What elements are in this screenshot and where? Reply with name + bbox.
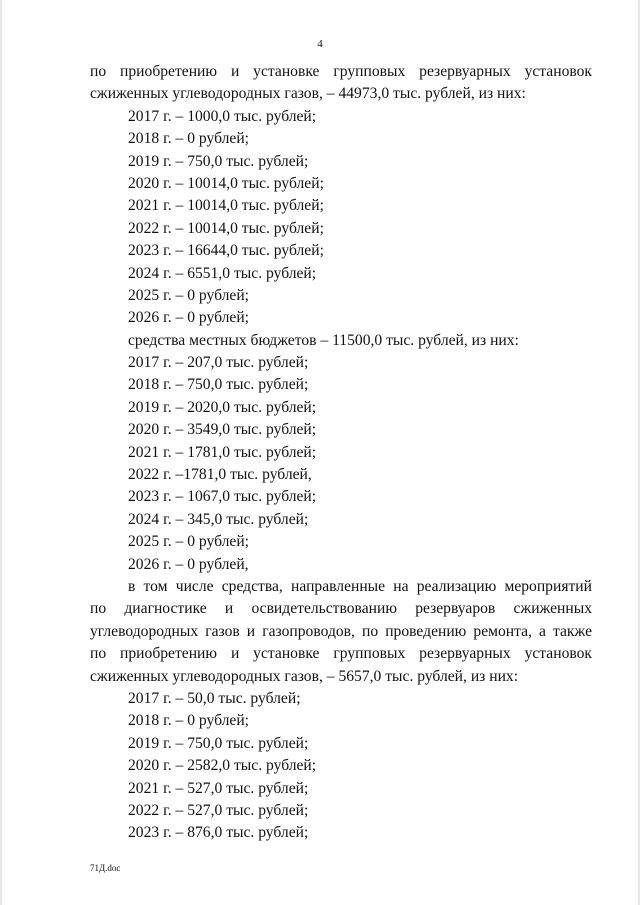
- text-line: 2020 г. – 10014,0 тыс. рублей;: [128, 174, 324, 192]
- text-line: по приобретению и установке групповых резервуарных установок: [90, 645, 592, 663]
- text-line: по приобретению и установке групповых резервуарных установок: [90, 63, 592, 80]
- text-line: 2017 г. – 50,0 тыс. рублей;: [128, 689, 301, 707]
- text-line: 2026 г. – 0 рублей,: [128, 555, 249, 573]
- text-line: 2022 г. – 527,0 тыс. рублей;: [128, 801, 309, 819]
- text-line: средства местных бюджетов – 11500,0 тыс. рублей, из них:: [128, 331, 519, 349]
- text-line: 2025 г. – 0 рублей;: [128, 533, 250, 551]
- text-line: 2021 г. – 10014,0 тыс. рублей;: [128, 197, 324, 215]
- text-line: 2019 г. – 750,0 тыс. рублей;: [128, 152, 309, 170]
- text-line: 2019 г. – 750,0 тыс. рублей;: [128, 734, 309, 752]
- text-line: 2018 г. – 0 рублей;: [128, 712, 250, 730]
- text-line: 2023 г. – 1067,0 тыс. рублей;: [128, 488, 317, 506]
- text-line: 2018 г. – 750,0 тыс. рублей;: [128, 376, 309, 394]
- text-line: 2020 г. – 3549,0 тыс. рублей;: [128, 421, 317, 439]
- text-line: 2017 г. – 207,0 тыс. рублей;: [128, 354, 309, 372]
- text-line: 2019 г. – 2020,0 тыс. рублей;: [128, 398, 317, 416]
- scan-edge-left: [0, 0, 2, 905]
- text-line: 2021 г. – 1781,0 тыс. рублей;: [128, 443, 317, 461]
- text-line: углеводородных газов и газопроводов, по проведению ремонта, а также: [90, 622, 592, 640]
- text-line: 2025 г. – 0 рублей;: [128, 286, 250, 304]
- text-line: 2022 г. –1781,0 тыс. рублей,: [128, 466, 312, 484]
- text-line: 2021 г. – 527,0 тыс. рублей;: [128, 779, 309, 797]
- text-line: 2024 г. – 6551,0 тыс. рублей;: [128, 264, 317, 282]
- text-line: 2023 г. – 16644,0 тыс. рублей;: [128, 242, 324, 260]
- document-body: [90, 61, 592, 845]
- text-line: 2022 г. – 10014,0 тыс. рублей;: [128, 219, 324, 237]
- text-line: сжиженных углеводородных газов, – 5657,0 тыс. рублей, из них:: [90, 667, 519, 685]
- page-number: 4: [317, 38, 323, 50]
- text-line: 2026 г. – 0 рублей;: [128, 309, 250, 327]
- text-line: 2018 г. – 0 рублей;: [128, 130, 250, 148]
- text-line: по диагностике и освидетельствованию резервуаров сжиженных: [90, 600, 592, 618]
- text-line: в том числе средства, направленные на реализацию мероприятий: [128, 577, 592, 595]
- text-line: 2024 г. – 345,0 тыс. рублей;: [128, 510, 309, 528]
- file-name-footer: 71Д.doc: [90, 863, 121, 873]
- text-line: 2017 г. – 1000,0 тыс. рублей;: [128, 107, 317, 125]
- text-line: 2020 г. – 2582,0 тыс. рублей;: [128, 757, 317, 775]
- text-line: сжиженных углеводородных газов, – 44973,0 тыс. рублей, из них:: [90, 85, 526, 103]
- text-line: 2023 г. – 876,0 тыс. рублей;: [128, 824, 309, 842]
